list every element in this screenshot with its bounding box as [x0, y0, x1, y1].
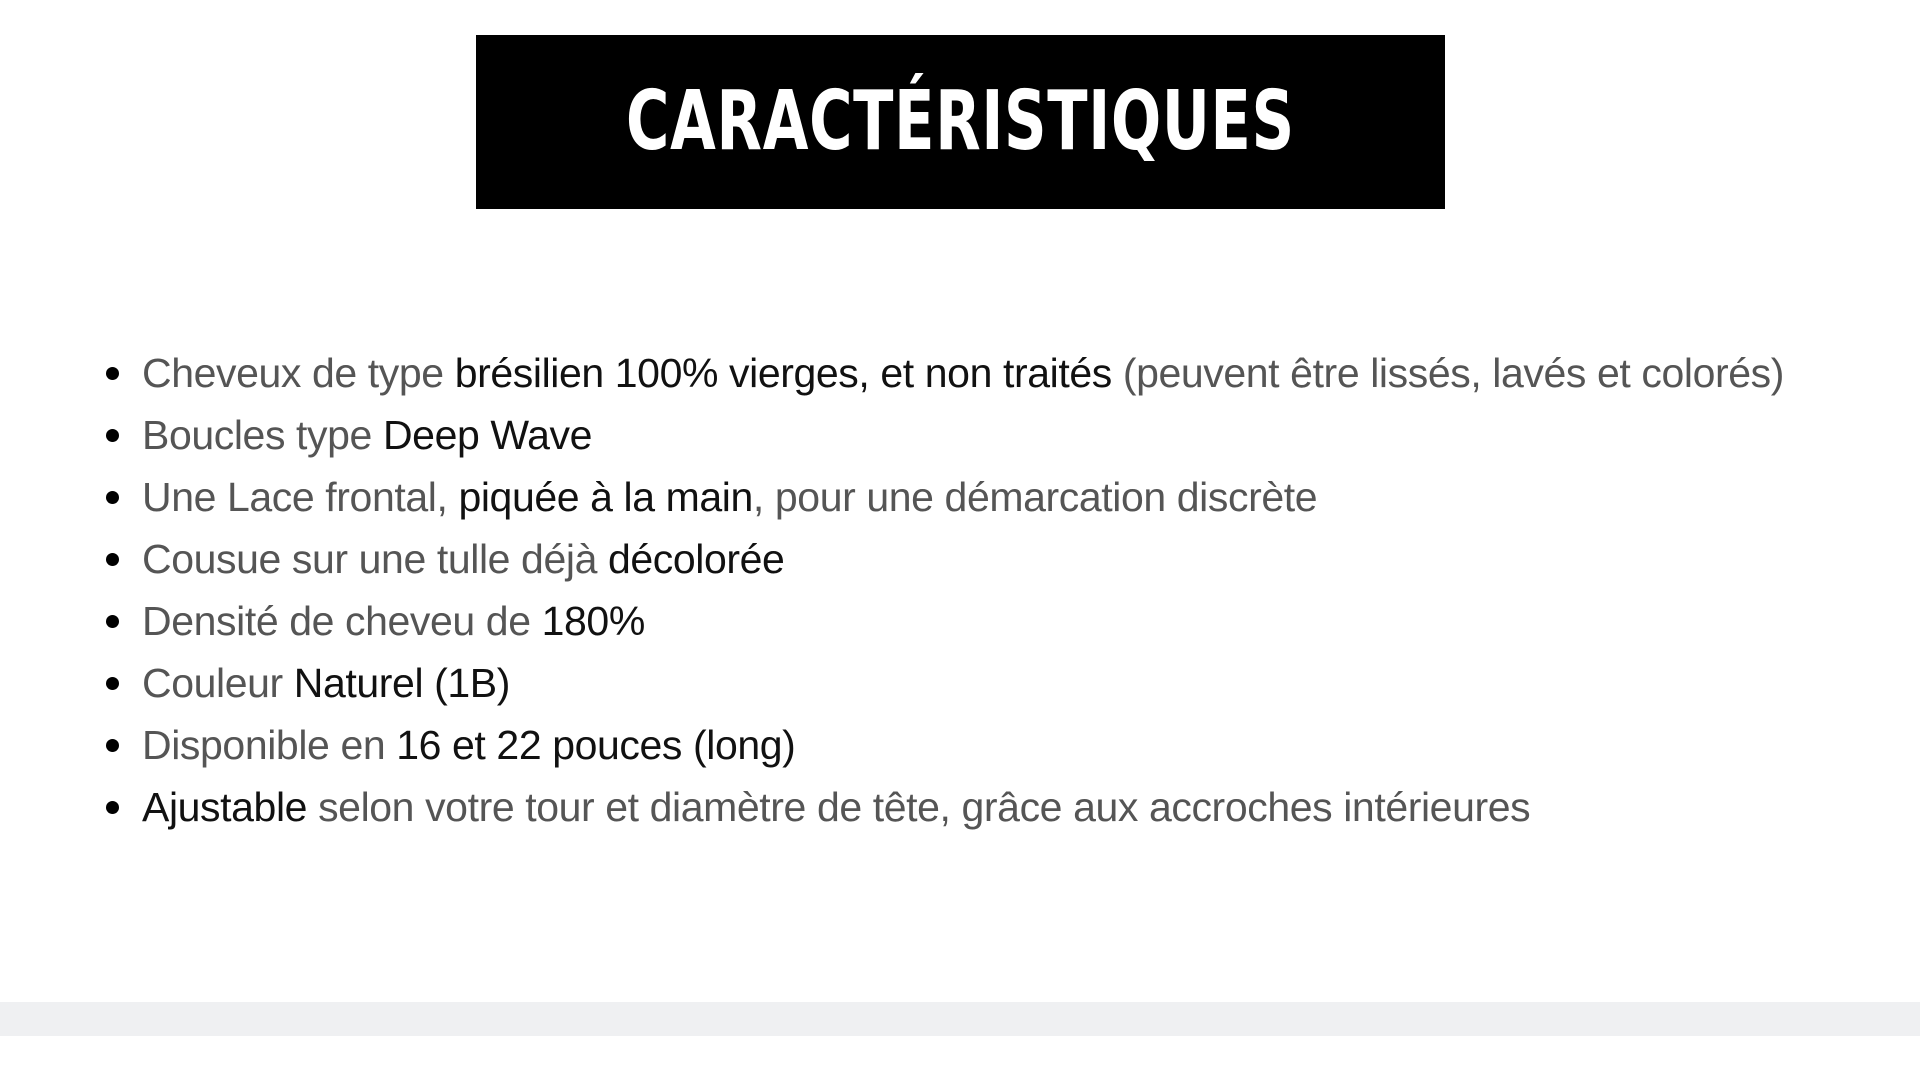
- feature-highlight-text: Naturel (1B): [293, 660, 510, 706]
- feature-text: Boucles type: [142, 412, 383, 458]
- footer-bar: [0, 1002, 1920, 1036]
- feature-highlight-text: 180%: [541, 598, 645, 644]
- feature-text: Cousue sur une tulle déjà: [142, 536, 608, 582]
- bullet-icon: [106, 553, 119, 566]
- feature-item: [100, 652, 1784, 714]
- bullet-icon: [106, 615, 119, 628]
- feature-item: [100, 404, 1784, 466]
- feature-text: selon votre tour et diamètre de tête, grâce aux accroches intérieures: [307, 784, 1531, 830]
- feature-highlight-text: Ajustable: [142, 784, 308, 830]
- bullet-icon: [106, 491, 119, 504]
- feature-item: [100, 466, 1784, 528]
- feature-highlight-text: brésilien 100% vierges, et non traités: [454, 350, 1112, 396]
- feature-item: [100, 590, 1784, 652]
- feature-text: Une Lace frontal,: [142, 474, 459, 520]
- bullet-icon: [106, 367, 119, 380]
- feature-text: , pour une démarcation discrète: [752, 474, 1318, 520]
- feature-text: (peuvent être lissés, lavés et colorés): [1111, 350, 1785, 396]
- feature-highlight-text: décolorée: [607, 536, 785, 582]
- feature-list: [100, 342, 1784, 838]
- feature-item: [100, 714, 1784, 776]
- bullet-icon: [106, 429, 119, 442]
- feature-text: Couleur: [142, 660, 294, 706]
- feature-item: [100, 342, 1784, 404]
- feature-highlight-text: Deep Wave: [382, 412, 593, 458]
- feature-highlight-text: 16 et 22 pouces (long): [396, 722, 796, 768]
- bullet-icon: [106, 739, 119, 752]
- feature-item: [100, 528, 1784, 590]
- bullet-icon: [106, 677, 119, 690]
- feature-highlight-text: piquée à la main: [458, 474, 753, 520]
- feature-text: Cheveux de type: [142, 350, 455, 396]
- feature-item: [100, 776, 1784, 838]
- bullet-icon: [106, 801, 119, 814]
- title-banner: [476, 35, 1445, 209]
- feature-text: Densité de cheveu de: [142, 598, 542, 644]
- page-title: CARACTÉRISTIQUES: [626, 74, 1295, 169]
- feature-text: Disponible en: [142, 722, 397, 768]
